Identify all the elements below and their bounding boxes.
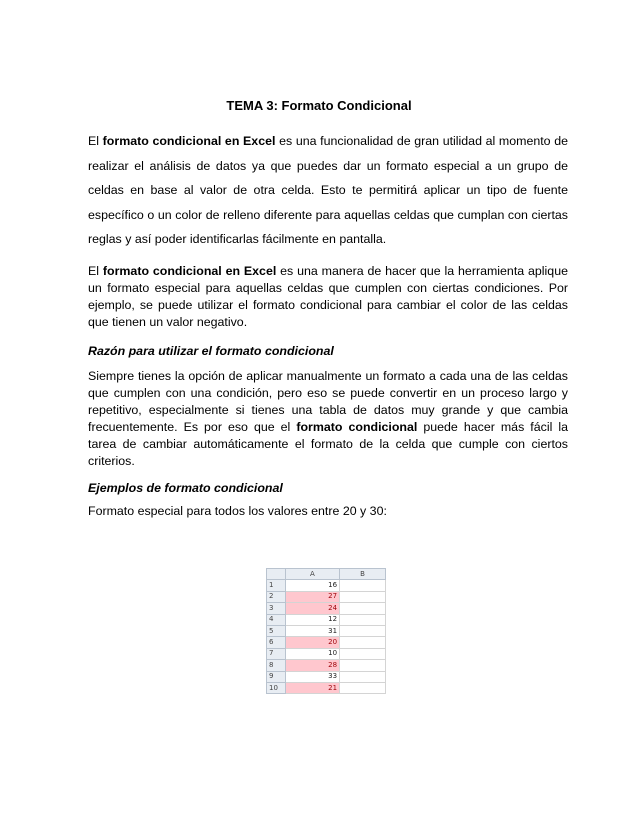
heading-ejemplos: Ejemplos de formato condicional [88, 481, 283, 495]
sheet-row [267, 591, 386, 602]
sheet-cell-a: 31 [285, 625, 339, 636]
sheet-header-row [267, 569, 386, 580]
paragraph-razon-pre: Siempre tienes la opción de aplicar manualmente un formato a cada una de las celdas que cumplen con una condición, pero eso se puede convertir en un proceso largo y repetitivo, especialmente si tienes una tabla de datos muy grande y que cambia frecuentemente. Es por eso que el [88, 369, 568, 434]
sheet-cell-b [340, 671, 386, 682]
paragraph-definition-post: es una manera de hacer que la herramienta aplique un formato especial para aquellas celdas que cumplen con ciertas condiciones. Por ejemplo, se puede utilizar el formato condicional para cambiar el color de las celdas que tienen un valor negativo. [88, 264, 568, 329]
sheet-corner-cell [267, 569, 286, 580]
sheet-cell-a: 16 [285, 580, 339, 591]
paragraph-intro-bold: formato condicional en Excel [102, 134, 276, 148]
sheet-row [267, 637, 386, 648]
sheet-row-header: 9 [267, 671, 286, 682]
sheet-cell-a: 33 [285, 671, 339, 682]
sheet-row [267, 671, 386, 682]
sheet-cell-b [340, 625, 386, 636]
sheet-row-header: 10 [267, 682, 286, 693]
sheet-cell-b [340, 682, 386, 693]
sheet-column-header-a: A [285, 569, 339, 580]
sheet-cell-b [340, 603, 386, 614]
paragraph-razon [88, 368, 568, 470]
sheet-row-header: 4 [267, 614, 286, 625]
paragraph-definition-bold: formato condicional en Excel [102, 264, 277, 278]
sheet-cell-b [340, 580, 386, 591]
sheet-row [267, 580, 386, 591]
sheet-row-header: 2 [267, 591, 286, 602]
document-title: TEMA 3: Formato Condicional [226, 98, 412, 113]
sheet-row-header: 8 [267, 660, 286, 671]
sheet-row-header: 3 [267, 603, 286, 614]
sheet-row-header: 5 [267, 625, 286, 636]
sheet-row [267, 614, 386, 625]
paragraph-razon-post: puede hacer más fácil la tarea de cambiar automáticamente el formato de la celda que cumple con ciertos criterios. [88, 420, 568, 468]
sheet-row [267, 603, 386, 614]
sheet-cell-a-highlighted: 28 [285, 660, 339, 671]
sheet-row [267, 625, 386, 636]
sheet-row [267, 660, 386, 671]
sheet-cell-a-highlighted: 24 [285, 603, 339, 614]
sheet-row [267, 682, 386, 693]
sheet-cell-b [340, 614, 386, 625]
sheet-row-header: 6 [267, 637, 286, 648]
sheet-row [267, 648, 386, 659]
paragraph-ejemplo: Formato especial para todos los valores entre 20 y 30: [88, 504, 387, 518]
paragraph-intro [88, 129, 568, 252]
paragraph-intro-post: es una funcionalidad de gran utilidad al momento de realizar el análisis de datos ya que puedes dar un formato especial a un grupo de celdas en base al valor de otra celda. Esto te permitirá aplicar un tipo de fuente específico o un color de relleno diferente para aquellas celdas que cumplan con ciertas reglas y así poder identificarlas fácilmente en pantalla. [88, 134, 568, 246]
sheet-cell-b [340, 660, 386, 671]
paragraph-intro-pre: El [88, 134, 103, 148]
paragraph-razon-bold: formato condicional [296, 420, 418, 434]
sheet-cell-a: 12 [285, 614, 339, 625]
sheet-cell-a-highlighted: 20 [285, 637, 339, 648]
sheet-cell-a: 10 [285, 648, 339, 659]
paragraph-definition [88, 263, 568, 331]
sheet-cell-b [340, 591, 386, 602]
sheet-column-header-b: B [340, 569, 386, 580]
paragraph-definition-pre: El [88, 264, 103, 278]
sheet-row-header: 7 [267, 648, 286, 659]
sheet-cell-b [340, 648, 386, 659]
sheet-cell-a-highlighted: 21 [285, 682, 339, 693]
sheet-cell-a-highlighted: 27 [285, 591, 339, 602]
excel-sheet-example [266, 568, 386, 694]
sheet-cell-b [340, 637, 386, 648]
sheet-row-header: 1 [267, 580, 286, 591]
heading-razon: Razón para utilizar el formato condicional [88, 344, 334, 358]
